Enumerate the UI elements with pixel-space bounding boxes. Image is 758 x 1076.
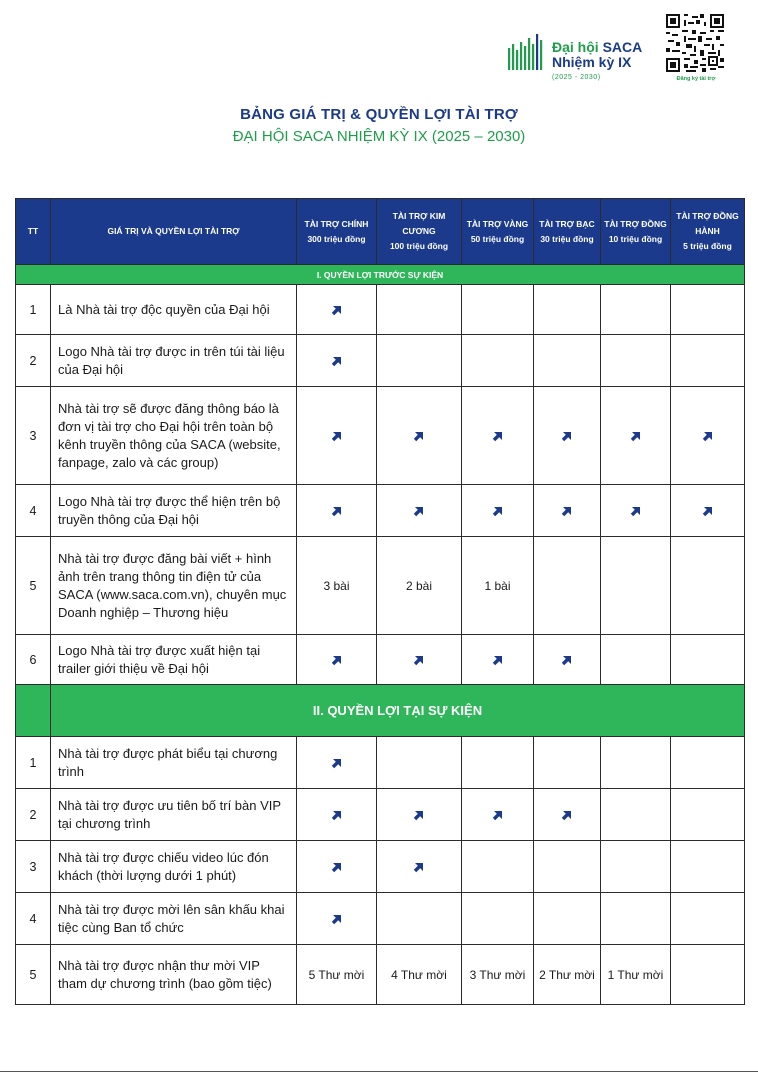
logo-bars-icon xyxy=(508,34,548,70)
benefit-description: Nhà tài trợ được chiếu video lúc đón khách (thời lượng dưới 1 phút) xyxy=(51,841,297,893)
check-arrow-icon xyxy=(413,430,425,442)
row-number: 2 xyxy=(16,789,51,841)
tier-name: TÀI TRỢ ĐỒNG xyxy=(604,218,667,229)
check-arrow-icon xyxy=(702,505,714,517)
tier-cell xyxy=(601,789,671,841)
tier-cell xyxy=(462,737,534,789)
section-header-row xyxy=(16,265,745,285)
benefit-description: Nhà tài trợ được nhận thư mời VIP tham dự chương trình (bao gồm tiệc) xyxy=(51,945,297,1005)
tier-cell xyxy=(534,789,601,841)
tier-cell xyxy=(671,537,745,635)
check-arrow-icon xyxy=(413,505,425,517)
tier-cell xyxy=(534,387,601,485)
header-tier xyxy=(601,199,671,265)
header-tier xyxy=(377,199,462,265)
tier-cell xyxy=(377,285,462,335)
tier-price: 5 triệu đồng xyxy=(683,241,732,251)
tier-cell xyxy=(534,893,601,945)
table-row xyxy=(16,737,745,789)
tier-value: 3 Thư mời xyxy=(469,967,526,982)
check-arrow-icon xyxy=(331,430,343,442)
section-spacer xyxy=(16,685,51,737)
tier-cell xyxy=(297,335,377,387)
row-number: 6 xyxy=(16,635,51,685)
benefit-description: Nhà tài trợ được mời lên sân khấu khai tiệc cùng Ban tổ chức xyxy=(51,893,297,945)
tier-cell xyxy=(671,789,745,841)
tier-cell xyxy=(462,635,534,685)
tier-cell xyxy=(534,285,601,335)
tier-cell xyxy=(601,635,671,685)
tier-value: 2 bài xyxy=(405,578,433,593)
tier-cell xyxy=(377,387,462,485)
logo-line1-suffix: SACA xyxy=(602,39,643,55)
tier-cell xyxy=(462,387,534,485)
table-row xyxy=(16,841,745,893)
tier-value: 5 Thư mời xyxy=(308,967,365,982)
tier-cell xyxy=(601,841,671,893)
table-row xyxy=(16,485,745,537)
tier-price: 100 triệu đồng xyxy=(389,241,449,251)
header-desc: GIÁ TRỊ VÀ QUYỀN LỢI TÀI TRỢ xyxy=(51,199,297,265)
tier-cell xyxy=(671,285,745,335)
check-arrow-icon xyxy=(492,654,504,666)
check-arrow-icon xyxy=(331,861,343,873)
tier-cell xyxy=(297,893,377,945)
qr-code-icon[interactable] xyxy=(666,14,724,72)
check-arrow-icon xyxy=(561,809,573,821)
tier-cell xyxy=(297,945,377,1005)
tier-cell xyxy=(671,335,745,387)
tier-name: TÀI TRỢ BẠC xyxy=(539,218,595,229)
tier-cell xyxy=(377,737,462,789)
check-arrow-icon xyxy=(413,861,425,873)
tier-cell xyxy=(297,387,377,485)
benefit-description: Logo Nhà tài trợ được xuất hiện tại trailer giới thiệu về Đại hội xyxy=(51,635,297,685)
tier-cell xyxy=(601,387,671,485)
tier-cell xyxy=(297,737,377,789)
check-arrow-icon xyxy=(492,809,504,821)
check-arrow-icon xyxy=(413,654,425,666)
saca-logo xyxy=(508,30,658,82)
tier-price: 30 triệu đồng xyxy=(540,233,594,244)
row-number: 3 xyxy=(16,387,51,485)
header-tier xyxy=(671,199,745,265)
tier-cell xyxy=(671,387,745,485)
tier-cell xyxy=(671,893,745,945)
row-number: 5 xyxy=(16,945,51,1005)
qr-caption: Đăng ký tài trợ xyxy=(676,76,716,82)
page-subtitle: ĐẠI HỘI SACA NHIỆM KỲ IX (2025 – 2030) xyxy=(232,128,526,145)
tier-cell xyxy=(671,485,745,537)
tier-cell xyxy=(377,635,462,685)
tier-name: TÀI TRỢ KIM CƯƠNG xyxy=(392,211,446,236)
tier-cell xyxy=(377,485,462,537)
tier-name: TÀI TRỢ VÀNG xyxy=(466,218,529,229)
check-arrow-icon xyxy=(331,654,343,666)
check-arrow-icon xyxy=(331,913,343,925)
tier-name: TÀI TRỢ CHÍNH xyxy=(304,218,369,229)
tier-name: TÀI TRỢ ĐỒNG HÀNH xyxy=(676,211,739,236)
logo-line2: Nhiệm kỳ IX xyxy=(552,54,632,70)
tier-cell xyxy=(297,789,377,841)
table-row xyxy=(16,335,745,387)
check-arrow-icon xyxy=(702,430,714,442)
row-number: 4 xyxy=(16,485,51,537)
tier-cell xyxy=(297,841,377,893)
check-arrow-icon xyxy=(630,430,642,442)
check-arrow-icon xyxy=(331,355,343,367)
tier-cell xyxy=(671,737,745,789)
header-tier xyxy=(297,199,377,265)
tier-value: 3 bài xyxy=(323,578,350,593)
check-arrow-icon xyxy=(331,505,343,517)
logo-years: (2025 - 2030) xyxy=(552,74,601,81)
check-arrow-icon xyxy=(492,505,504,517)
tier-cell xyxy=(462,335,534,387)
table-row xyxy=(16,537,745,635)
tier-cell xyxy=(462,893,534,945)
tier-value: 2 Thư mời xyxy=(539,967,595,982)
tier-cell xyxy=(534,841,601,893)
tier-cell xyxy=(534,335,601,387)
tier-cell xyxy=(462,789,534,841)
tier-cell xyxy=(377,893,462,945)
row-number: 4 xyxy=(16,893,51,945)
tier-cell xyxy=(297,485,377,537)
tier-cell xyxy=(462,841,534,893)
check-arrow-icon xyxy=(331,304,343,316)
tier-cell xyxy=(377,789,462,841)
page-title: BẢNG GIÁ TRỊ & QUYỀN LỢI TÀI TRỢ xyxy=(240,106,518,123)
tier-cell xyxy=(601,537,671,635)
tier-cell xyxy=(462,537,534,635)
tier-cell xyxy=(601,285,671,335)
benefit-description: Nhà tài trợ được đăng bài viết + hình ảnh trên trang thông tin điện tử của SACA (www.saca.com.vn), chuyên mục Doanh nghiệp – Thương hiệu xyxy=(51,537,297,635)
row-number: 5 xyxy=(16,537,51,635)
section-title: II. QUYỀN LỢI TẠI SỰ KIỆN xyxy=(51,685,745,737)
check-arrow-icon xyxy=(561,654,573,666)
tier-cell xyxy=(377,335,462,387)
check-arrow-icon xyxy=(331,757,343,769)
table-row xyxy=(16,635,745,685)
tier-cell xyxy=(462,945,534,1005)
tier-value: 1 bài xyxy=(484,578,511,593)
tier-cell xyxy=(601,485,671,537)
section-title: I. QUYỀN LỢI TRƯỚC SỰ KIỆN xyxy=(16,265,745,285)
tier-value: 1 Thư mời xyxy=(607,967,664,982)
benefit-description: Nhà tài trợ được ưu tiên bố trí bàn VIP tại chương trình xyxy=(51,789,297,841)
table-row xyxy=(16,285,745,335)
footer-divider xyxy=(0,1071,758,1072)
header-tier xyxy=(462,199,534,265)
check-arrow-icon xyxy=(492,430,504,442)
tier-cell xyxy=(534,737,601,789)
tier-cell xyxy=(462,485,534,537)
benefit-description: Nhà tài trợ sẽ được đăng thông báo là đơn vị tài trợ cho Đại hội trên toàn bộ kênh truyền thông của SACA (website, fanpage, zalo và các group) xyxy=(51,387,297,485)
check-arrow-icon xyxy=(561,430,573,442)
benefit-description: Logo Nhà tài trợ được in trên túi tài liệu của Đại hội xyxy=(51,335,297,387)
section-header-row xyxy=(16,685,745,737)
check-arrow-icon xyxy=(561,505,573,517)
row-number: 3 xyxy=(16,841,51,893)
tier-cell xyxy=(534,485,601,537)
tier-cell xyxy=(534,945,601,1005)
table-row xyxy=(16,789,745,841)
tier-cell xyxy=(297,537,377,635)
benefit-description: Nhà tài trợ được phát biểu tại chương trình xyxy=(51,737,297,789)
tier-cell xyxy=(377,841,462,893)
tier-price: 10 triệu đồng xyxy=(608,233,663,244)
tier-cell xyxy=(671,635,745,685)
check-arrow-icon xyxy=(331,809,343,821)
tier-cell xyxy=(297,635,377,685)
row-number: 2 xyxy=(16,335,51,387)
tier-cell xyxy=(671,945,745,1005)
table-row xyxy=(16,387,745,485)
sponsorship-table xyxy=(15,198,745,1005)
tier-cell xyxy=(297,285,377,335)
benefit-description: Là Nhà tài trợ độc quyền của Đại hội xyxy=(51,285,297,335)
tier-cell xyxy=(601,335,671,387)
tier-value: 4 Thư mời xyxy=(391,967,447,982)
tier-cell xyxy=(377,945,462,1005)
table-header-row xyxy=(16,199,745,265)
tier-cell xyxy=(462,285,534,335)
tier-cell xyxy=(601,893,671,945)
row-number: 1 xyxy=(16,737,51,789)
tier-price: 50 triệu đồng xyxy=(470,233,525,244)
check-arrow-icon xyxy=(630,505,642,517)
tier-cell xyxy=(377,537,462,635)
logo-line1-prefix: Đại hội xyxy=(552,39,599,55)
tier-cell xyxy=(534,635,601,685)
header-tier xyxy=(534,199,601,265)
tier-price: 300 triệu đồng xyxy=(307,233,366,244)
tier-cell xyxy=(601,945,671,1005)
table-row xyxy=(16,945,745,1005)
row-number: 1 xyxy=(16,285,51,335)
tier-cell xyxy=(671,841,745,893)
table-row xyxy=(16,893,745,945)
check-arrow-icon xyxy=(413,809,425,821)
header-tt: TT xyxy=(16,199,51,265)
tier-cell xyxy=(534,537,601,635)
tier-cell xyxy=(601,737,671,789)
benefit-description: Logo Nhà tài trợ được thể hiện trên bộ truyền thông của Đại hội xyxy=(51,485,297,537)
